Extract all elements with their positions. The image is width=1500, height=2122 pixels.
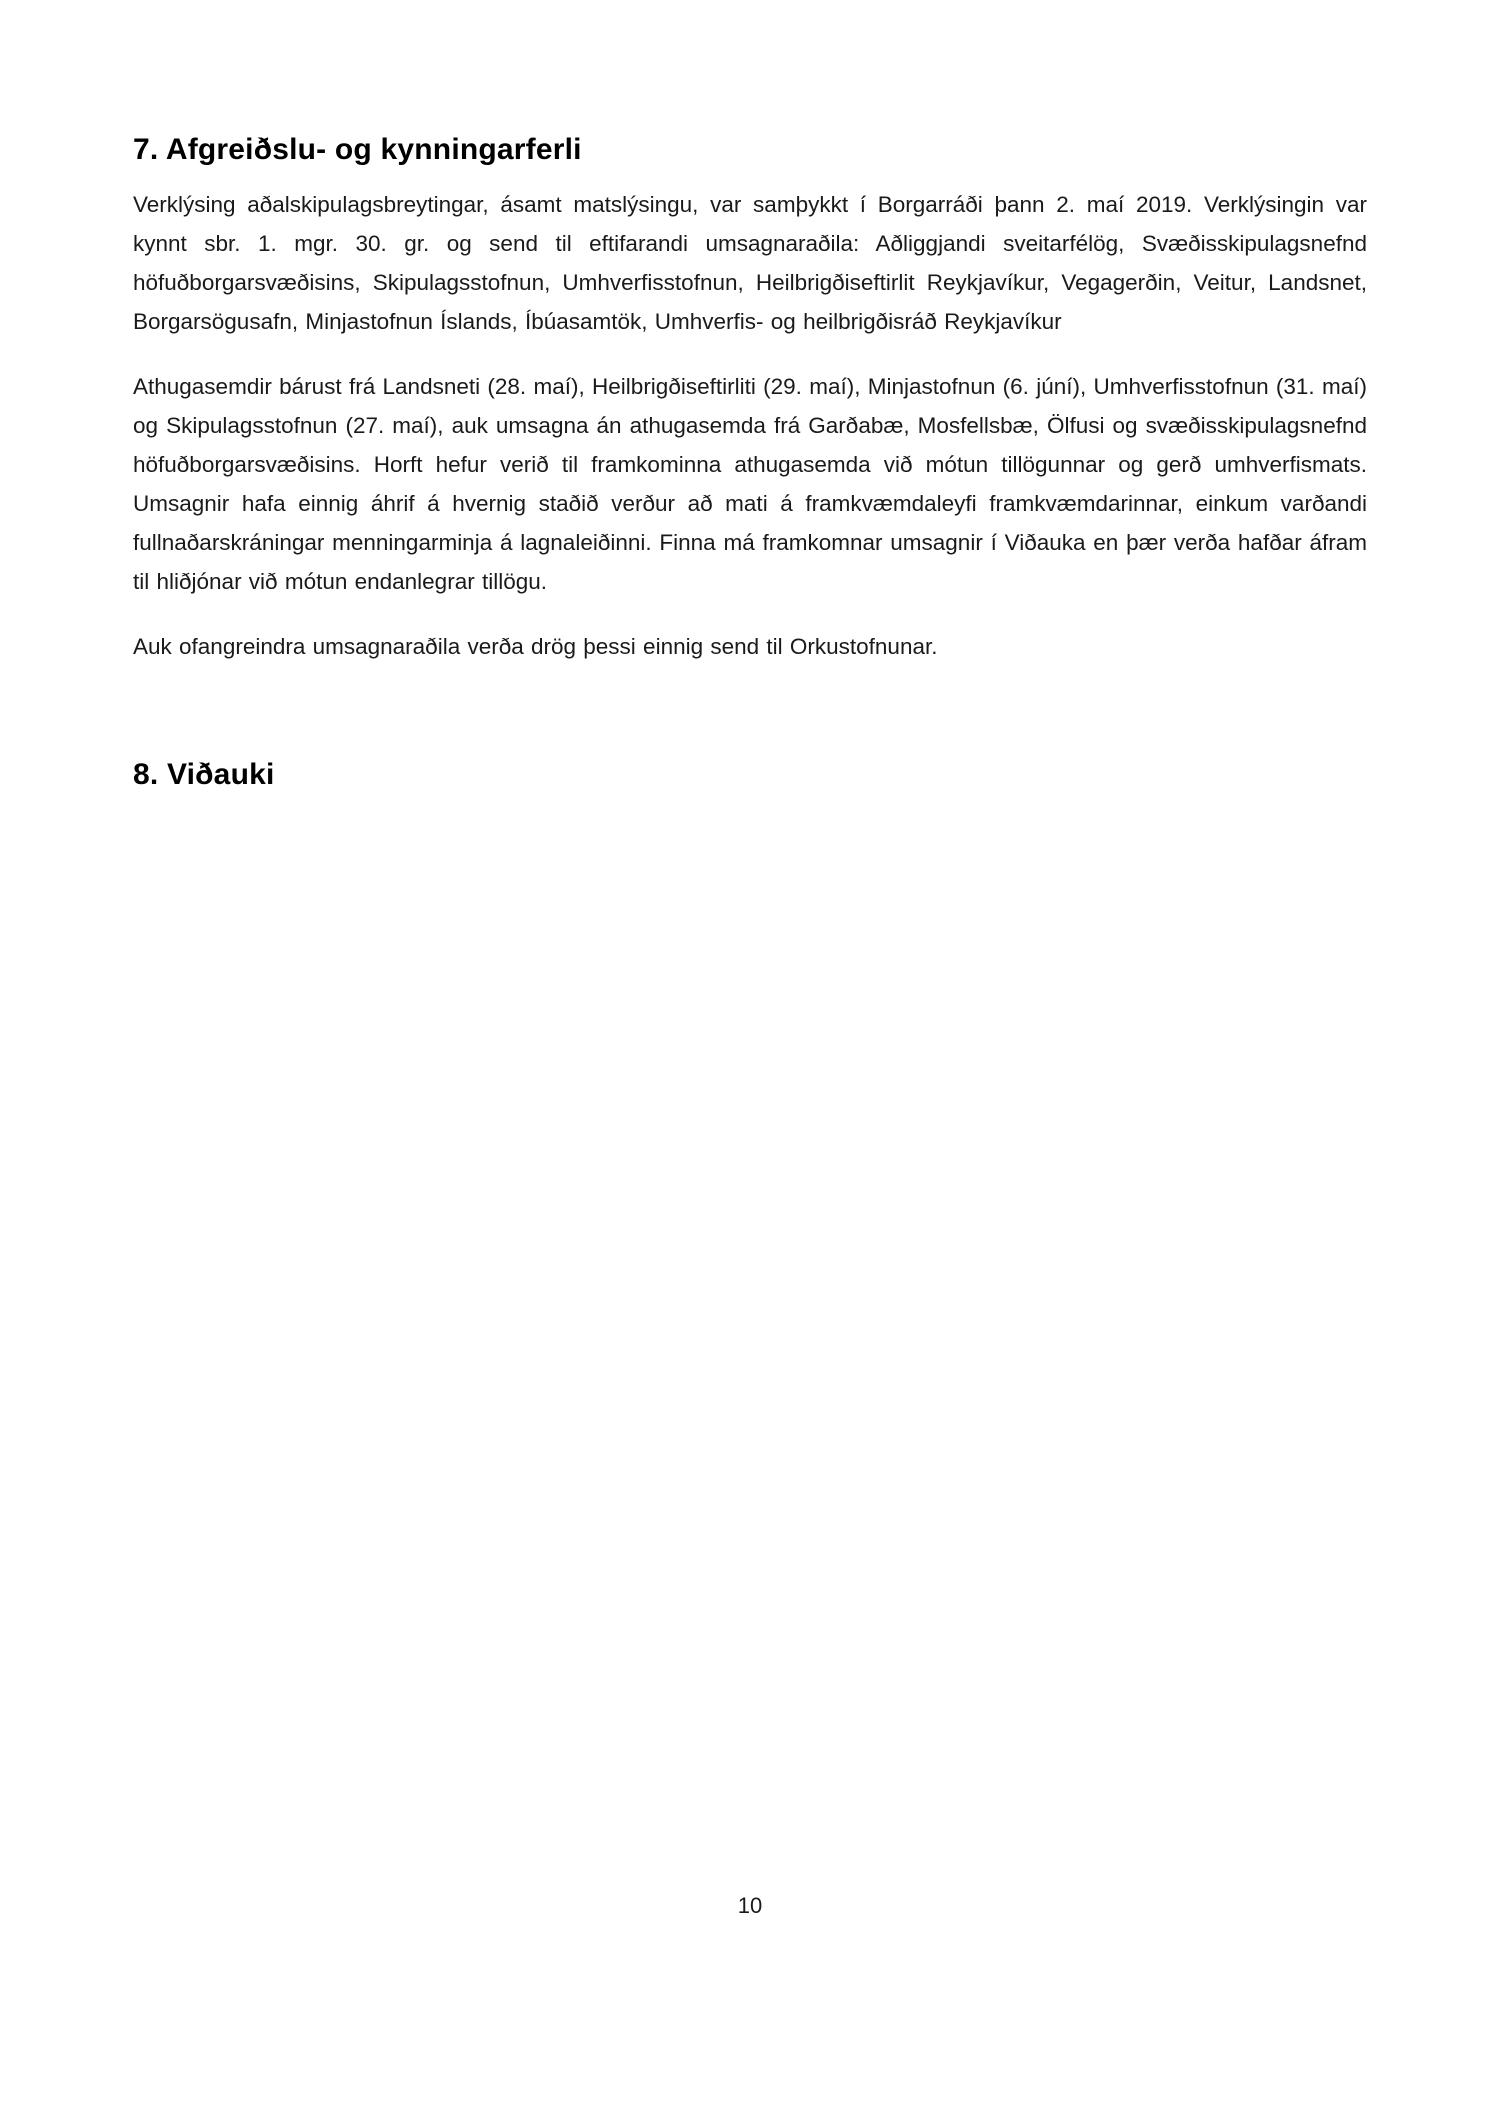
page-number: 10 bbox=[737, 1893, 763, 1918]
section-7-heading: 7. Afgreiðslu- og kynningarferli bbox=[133, 133, 582, 166]
section-7-paragraph-3: Auk ofangreindra umsagnaraðila verða drög þessi einnig send til Orkustofnunar. bbox=[133, 634, 938, 659]
section-8-heading: 8. Viðauki bbox=[133, 758, 275, 791]
section-7-paragraph-1: Verklýsing aðalskipulagsbreytingar, ásamt matslýsingu, var samþykkt í Borgarráði þann 2. maí 2019. Verklýsingin var kynnt sbr. 1. mgr. 30. gr. og send til eftifarandi umsagnaraðila: Aðliggjandi sveitarfélög, Svæðisskipulagsnefnd höfuðborgarsvæðisins, Skipulagsstofnun, Umhverfisstofnun, Heilbrigðiseftirlit Reykjavíkur, Vegagerðin, Veitur, Landsnet, Borgarsögusafn, Minjastofnun Íslands, Íbúasamtök, Umhverfis- og heilbrigðisráð Reykjavíkur bbox=[133, 192, 1367, 334]
section-spacer bbox=[133, 692, 1367, 758]
section-7-paragraph-2: Athugasemdir bárust frá Landsneti (28. maí), Heilbrigðiseftirliti (29. maí), Minjastofnun (6. júní), Umhverfisstofnun (31. maí) og Skipulagsstofnun (27. maí), auk umsagna án athugasemda frá Garðabæ, Mosfellsbæ, Ölfusi og svæðisskipulagsnefnd höfuðborgarsvæðisins. Horft hefur verið til framkominna athugasemda við mótun tillögunnar og gerð umhverfismats. Umsagnir hafa einnig áhrif á hvernig staðið verður að mati á framkvæmdaleyfi framkvæmdarinnar, einkum varðandi fullnaðarskráningar menningarminja á lagnaleiðinni. Finna má framkomnar umsagnir í Viðauka en þær verða hafðar áfram til hliðjónar við mótun endanlegrar tillögu. bbox=[133, 374, 1367, 594]
